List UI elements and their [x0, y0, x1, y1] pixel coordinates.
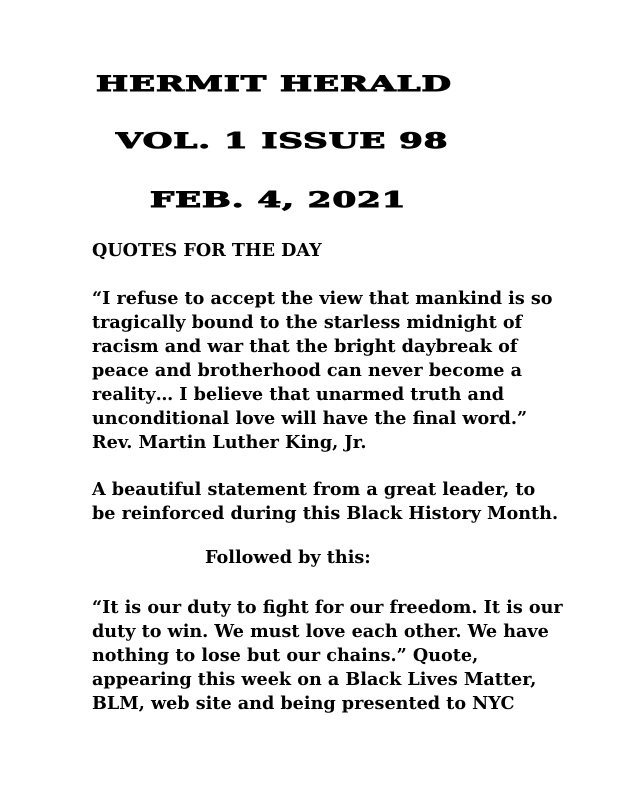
quote-line: “I refuse to accept the view that mankind is so	[92, 288, 553, 309]
quote-line: duty to win. We must love each other. We have	[92, 621, 549, 642]
quote-line: racism and war that the bright daybreak of	[92, 336, 518, 357]
volume-issue: VOL. 1 ISSUE 98	[116, 128, 449, 154]
commentary-line: be reinforced during this Black History Month.	[92, 503, 559, 524]
quote-line: tragically bound to the starless midnight of	[92, 312, 523, 333]
followed-by-label: Followed by this:	[205, 547, 371, 568]
quote-line: appearing this week on a Black Lives Matter,	[92, 669, 537, 690]
quote-line: “It is our duty to fight for our freedom. It is our	[92, 597, 563, 618]
quote-line: nothing to lose but our chains.” Quote,	[92, 645, 479, 666]
issue-date: FEB. 4, 2021	[150, 187, 407, 213]
commentary-paragraph	[92, 478, 592, 526]
commentary-line: A beautiful statement from a great leader, to	[92, 479, 536, 500]
section-heading: QUOTES FOR THE DAY	[92, 240, 322, 261]
quote-blm	[92, 596, 592, 716]
quote-line: reality… I believe that unarmed truth and	[92, 384, 505, 405]
quote-mlk	[92, 287, 592, 455]
quote-attribution: Rev. Martin Luther King, Jr.	[92, 432, 367, 453]
quote-line: peace and brotherhood can never become a	[92, 360, 523, 381]
quote-line: BLM, web site and being presented to NYC	[92, 693, 515, 714]
newsletter-title: HERMIT HERALD	[96, 71, 453, 97]
quote-line: unconditional love will have the final word.”	[92, 408, 528, 429]
